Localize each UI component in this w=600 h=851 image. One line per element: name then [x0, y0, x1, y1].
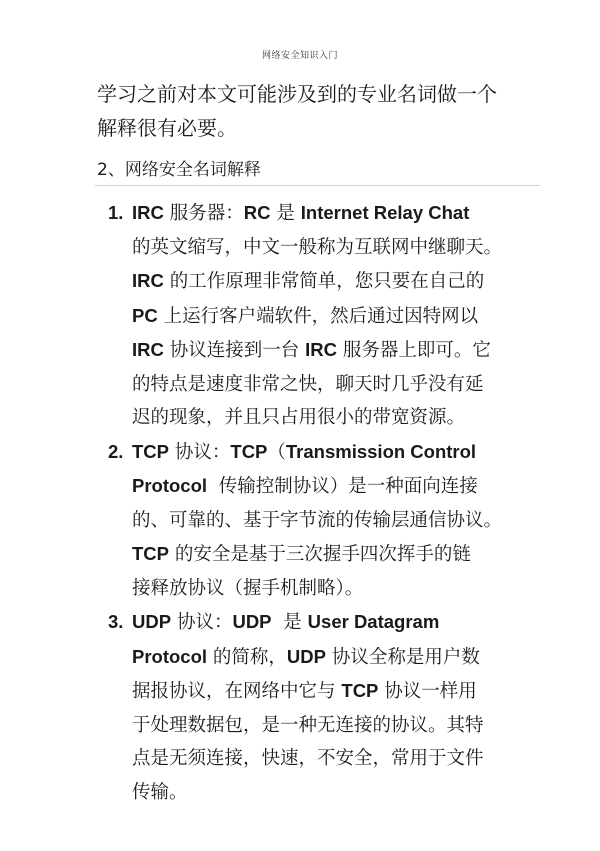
description-line: PC 上运行客户端软件，然后通过因特网以	[132, 304, 479, 327]
term-description	[132, 196, 528, 435]
description-line: IRC 的工作原理非常简单，您只要在自己的	[132, 270, 485, 292]
term-number: 3.	[108, 611, 124, 632]
term-item	[108, 435, 528, 606]
description-line: Protocol 传输控制协议）是一种面向连接	[132, 475, 478, 497]
term-item	[108, 605, 528, 809]
description-line: 迟的现象，并且只占用很小的带宽资源。	[132, 407, 466, 428]
intro-paragraph	[97, 77, 537, 145]
description-line: 的英文缩写，中文一般称为互联网中继聊天。	[132, 236, 503, 258]
description-line: 于处理数据包，是一种无连接的协议。其特	[132, 714, 484, 736]
page-header: 网络安全知识入门	[261, 51, 338, 61]
term-number: 1.	[108, 202, 124, 223]
intro-line: 学习之前对本文可能涉及到的专业名词做一个	[97, 82, 497, 106]
term-description	[132, 435, 528, 606]
description-line: IRC 协议连接到一台 IRC 服务器上即可。它	[132, 339, 491, 361]
description-line: 接释放协议（握手机制略）。	[132, 577, 364, 599]
description-line: 点是无须连接，快速，不安全，常用于文件	[132, 748, 484, 769]
section-divider	[95, 185, 540, 186]
description-line: UDP 协议：UDP 是 User Datagram	[132, 611, 440, 633]
intro-line: 解释很有必要。	[97, 116, 237, 140]
description-line: TCP 的安全是基于三次握手四次挥手的链	[132, 543, 471, 565]
description-line: 的、可靠的、基于字节流的传输层通信协议。	[132, 509, 503, 531]
description-line: Protocol 的简称，UDP 协议全称是用户数	[132, 645, 480, 668]
term-item	[108, 196, 528, 435]
description-line: TCP 协议：TCP（Transmission Control	[132, 440, 477, 463]
description-line: 的特点是速度非常之快，聊天时几乎没有延	[132, 373, 484, 395]
description-line: 传输。	[132, 781, 188, 803]
term-list	[108, 196, 528, 809]
description-line: IRC 服务器：RC 是 Internet Relay Chat	[132, 202, 470, 224]
description-line: 据报协议，在网络中它与 TCP 协议一样用	[132, 680, 477, 702]
term-number: 2.	[108, 440, 124, 462]
term-description	[132, 605, 528, 809]
section-title: 2、网络安全名词解释	[97, 160, 261, 180]
